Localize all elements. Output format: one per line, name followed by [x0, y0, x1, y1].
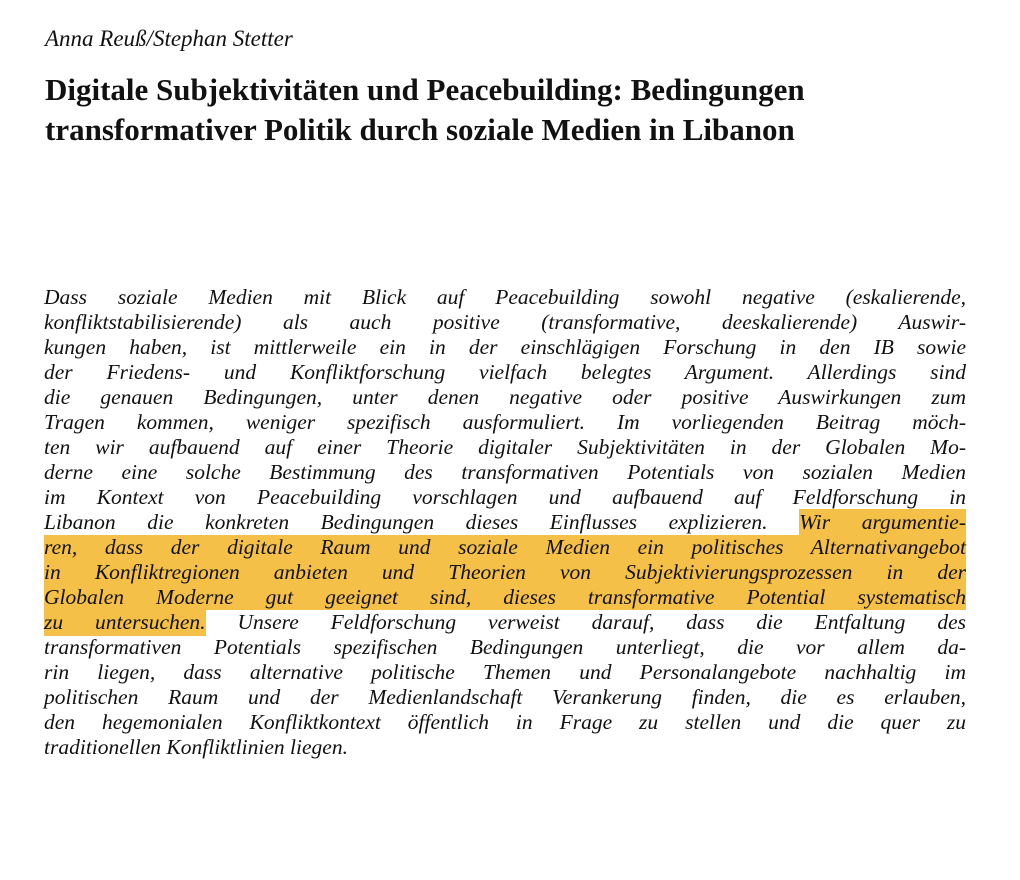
abstract-line: rin liegen, dass alternative politische Themen und Personalangebote nachhaltig im — [44, 660, 966, 684]
abstract-line: Dass soziale Medien mit Blick auf Peacebuilding sowohl negative (eskalierende, — [44, 285, 966, 309]
article-title — [45, 70, 985, 150]
abstract-line: politischen Raum und der Medienlandschaft Verankerung finden, die es erlauben, — [44, 685, 966, 709]
abstract-line: konfliktstabilisierende) als auch positive (transformative, deeskalierende) Auswir- — [44, 310, 966, 334]
abstract-line: derne eine solche Bestimmung des transformativen Potentials von sozialen Medien — [44, 460, 966, 484]
abstract-line: im Kontext von Peacebuilding vorschlagen und aufbauend auf Feldforschung in — [44, 485, 966, 509]
abstract-text-segment: Unsere Feldforschung verweist darauf, dass die Entfaltung des — [205, 610, 966, 634]
abstract-line-mixed — [44, 510, 966, 535]
abstract-text-segment: Libanon die konkreten Bedingungen dieses Einflusses explizieren. — [44, 510, 800, 534]
highlighted-line: ren, dass der digitale Raum und soziale Medien ein politisches Alternativangebot — [44, 535, 966, 559]
abstract-line-mixed — [44, 610, 966, 635]
highlighted-text: Wir argumentie- — [799, 510, 966, 534]
abstract-line: ten wir aufbauend auf einer Theorie digitaler Subjektivitäten in der Globalen Mo- — [44, 435, 966, 459]
abstract — [44, 285, 966, 760]
abstract-line: die genauen Bedingungen, unter denen negative oder positive Auswirkungen zum — [44, 385, 966, 409]
title-line: transformativer Politik durch soziale Medien in Libanon — [45, 112, 795, 147]
highlighted-line: in Konfliktregionen anbieten und Theorien von Subjektivierungsprozessen in der — [44, 560, 966, 584]
title-line: Digitale Subjektivitäten und Peacebuilding: Bedingungen — [45, 72, 805, 107]
abstract-line: der Friedens- und Konfliktforschung vielfach belegtes Argument. Allerdings sind — [44, 360, 966, 384]
highlighted-line: Globalen Moderne gut geeignet sind, dieses transformative Potential systematisch — [44, 585, 966, 609]
abstract-line: traditionellen Konfliktlinien liegen. — [44, 735, 348, 759]
abstract-line: kungen haben, ist mittlerweile ein in der einschlägigen Forschung in den IB sowie — [44, 335, 966, 359]
abstract-line: transformativen Potentials spezifischen Bedingungen unterliegt, die vor allem da- — [44, 635, 966, 659]
abstract-line: Tragen kommen, weniger spezifisch ausformuliert. Im vorliegenden Beitrag möch- — [44, 410, 966, 434]
highlighted-text: zu untersuchen. — [44, 610, 206, 634]
author-line: Anna Reuß/Stephan Stetter — [45, 26, 293, 51]
abstract-line: den hegemonialen Konfliktkontext öffentlich in Frage zu stellen und die quer zu — [44, 710, 966, 734]
